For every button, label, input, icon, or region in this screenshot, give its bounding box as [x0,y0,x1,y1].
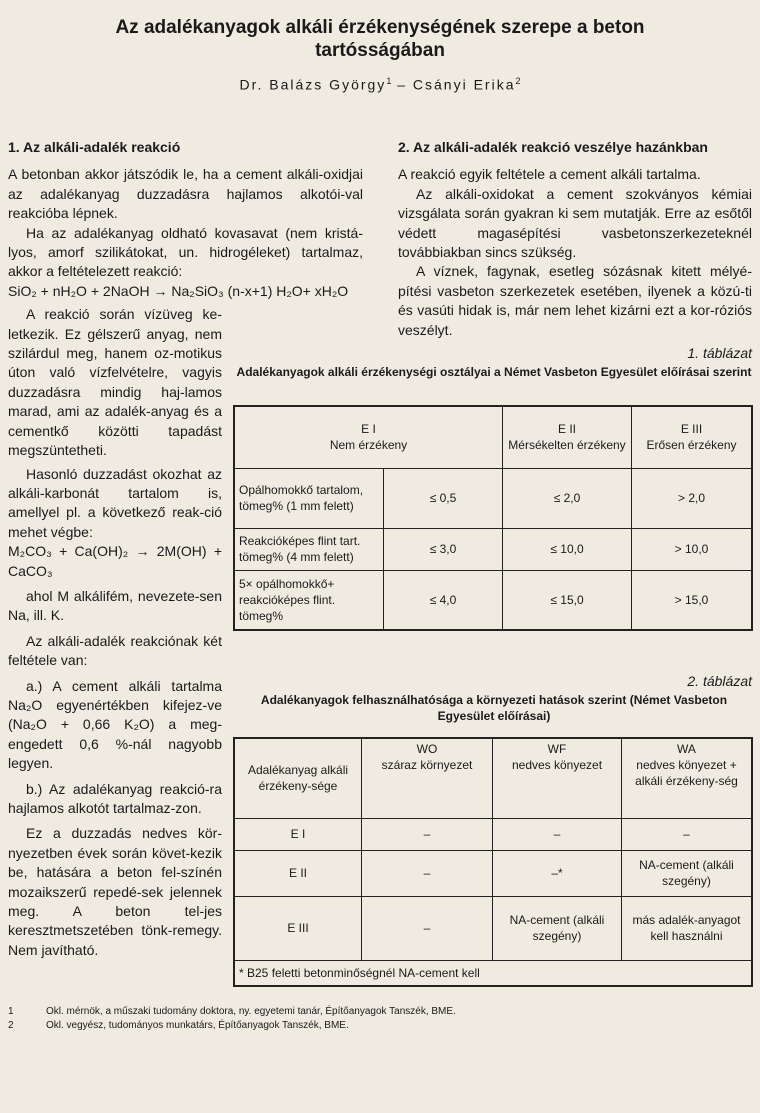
table-cell: – [362,850,493,896]
table-cell: Opálhomokkő tartalom, tömeg% (1 mm felett) [234,468,384,528]
table-cell: – [362,818,493,850]
paragraph: Ez a duzzadás nedves kör-nyezetben évek során követ-kezik be, hatására a beton fel-színén mozaikszerű repedé-sek jelennek meg. A beton tel-jes keresztmetszetében tönk-remegy. Nem javítható. [8,825,222,958]
table-cell: ≤ 3,0 [384,528,503,570]
table-cell: –* [493,850,622,896]
table-cell: ≤ 10,0 [503,528,632,570]
table-cell: más adalék-anyagot kell használni [622,896,753,960]
paragraph: A víznek, fagynak, esetleg sózásnak kitett mélyé-pítési vasbeton szerkezetek esetében, ilyenek a közú-ti és vasúti hidak is, már nem lehet kizárni ezt a kor-róziós veszélyt. [398,263,752,338]
table-cell: – [493,818,622,850]
table-2-caption: Adalékanyagok felhasználhatósága a környezeti hatások szerint (Német Vasbeton Egyesület előírásai) [260,693,728,723]
paragraph: ahol M alkálifém, nevezete-sen Na, ill. K. [8,587,222,624]
paragraph: a.) A cement alkáli tartalma Na₂O egyenértékben kifejez-ve (Na₂O + 0,66 K₂O) a meg-engedett 0,6 %-nál nagyobb legyen. [8,677,222,772]
page-title: Az adalékanyagok alkáli érzékenységének szerepe a beton tartósságában [115,17,645,61]
paragraph: A reakció során vízüveg ke-letkezik. Ez gélszerű anyag, nem szilárdul meg, hanem oz-motikus úton való vízfelvételre, vagyis duzzadásra mindig haj-lamos marad, ami az adalék-anyag és a cementkő közötti tapadást megszüntetheti. [8,306,222,459]
equation-1: SiO₂ + nH₂O + 2NaOH → Na₂SiO₃ (n-x+1) H₂O+ xH₂O [8,282,349,299]
table-cell: – [362,896,493,960]
table-cell: – [622,818,753,850]
paragraph: b.) Az adalékanyag reakció-ra hajlamos alkotót tartalmaz-zon. [8,780,222,816]
paragraph: Az alkáli-adalék reakciónak két feltétele van: [8,632,222,669]
paragraph: Hasonló duzzadást okozhat az alkáli-karbonát tartalom is, amellyel pl. a következő reak-ció mehet végbe: [8,465,222,540]
table-header: WA nedves könyezet + alkáli érzékeny-ség [622,738,753,818]
table-cell: ≤ 4,0 [384,570,503,630]
table-cell: NA-cement (alkáli szegény) [622,850,753,896]
table-header: E III Erősen érzékeny [632,406,753,468]
table-cell: E I [234,818,362,850]
section-2-heading: 2. Az alkáli-adalék reakció veszélye hazánkban [398,139,708,155]
table-1-label: 1. táblázat [687,345,752,361]
table-header: WO száraz környezet [362,738,493,818]
table-header: Adalékanyag alkáli érzékeny-sége [234,738,362,818]
section-2 [398,138,752,340]
footnote-2: 2 Okl. vegyész, tudományos munkatárs, Építőanyagok Tanszék, BME. [8,1020,349,1031]
table-cell: 5× opálhomokkő+ reakcióképes flint. tömeg% [234,570,384,630]
table-cell: ≤ 0,5 [384,468,503,528]
table-cell: > 15,0 [632,570,753,630]
table-header: E II Mérsékelten érzékeny [503,406,632,468]
section-1-heading: 1. Az alkáli-adalék reakció [8,139,181,155]
table-header: WF nedves könyezet [493,738,622,818]
table-cell: NA-cement (alkáli szegény) [493,896,622,960]
table-2 [233,737,753,987]
author-2-note: 2 [515,76,521,86]
table-2-label: 2. táblázat [687,673,752,689]
table-1-caption: Adalékanyagok alkáli érzékenységi osztályai a Német Vasbeton Egyesület előírásai szerint [236,365,752,379]
paragraph: Az alkáli-oxidokat a cement szokványos kémiai vizsgálata során gyakran ki sem mutatják. Erre az esőtől védett magasépítési vasbetonszerkezeteknél továbbiakban sincs szükség. [398,185,752,261]
author-1: Dr. Balázs György [239,76,387,93]
table-cell: Reakcióképes flint tart. tömeg% (4 mm felett) [234,528,384,570]
author-2: – Csányi Erika [397,76,516,93]
table-cell: > 10,0 [632,528,753,570]
footnotes [8,1005,748,1033]
table-cell: ≤ 2,0 [503,468,632,528]
table-note: * B25 feletti betonminőségnél NA-cement kell [234,960,752,986]
paragraph: A betonban akkor játszódik le, ha a cement alkáli-oxidjai az adalékanyag duzzadásra hajlamos alkotói-val reakcióba lépnek. [8,166,363,222]
author-1-note: 1 [386,76,392,86]
table-1 [233,405,753,631]
table-cell: E II [234,850,362,896]
table-header: E I Nem érzékeny [234,406,503,468]
authors [0,76,760,93]
table-cell: ≤ 15,0 [503,570,632,630]
table-cell: E III [234,896,362,960]
table-cell: > 2,0 [632,468,753,528]
paragraph: A reakció egyik feltétele a cement alkáli tartalma. [398,166,701,183]
equation-2: M₂CO₃ + Ca(OH)₂ → 2M(OH) + CaCO₃ [8,543,222,579]
paragraph: Ha az adalékanyag oldható kovasavat (nem kristá-lyos, amorf szilikátokat, un. hidrogéleket) tartalmaz, akkor a feltételezett reakció: [8,224,363,280]
footnote-1: 1 Okl. mérnök, a műszaki tudomány doktora, ny. egyetemi tanár, Építőanyagok Tanszék, BME. [8,1006,456,1017]
